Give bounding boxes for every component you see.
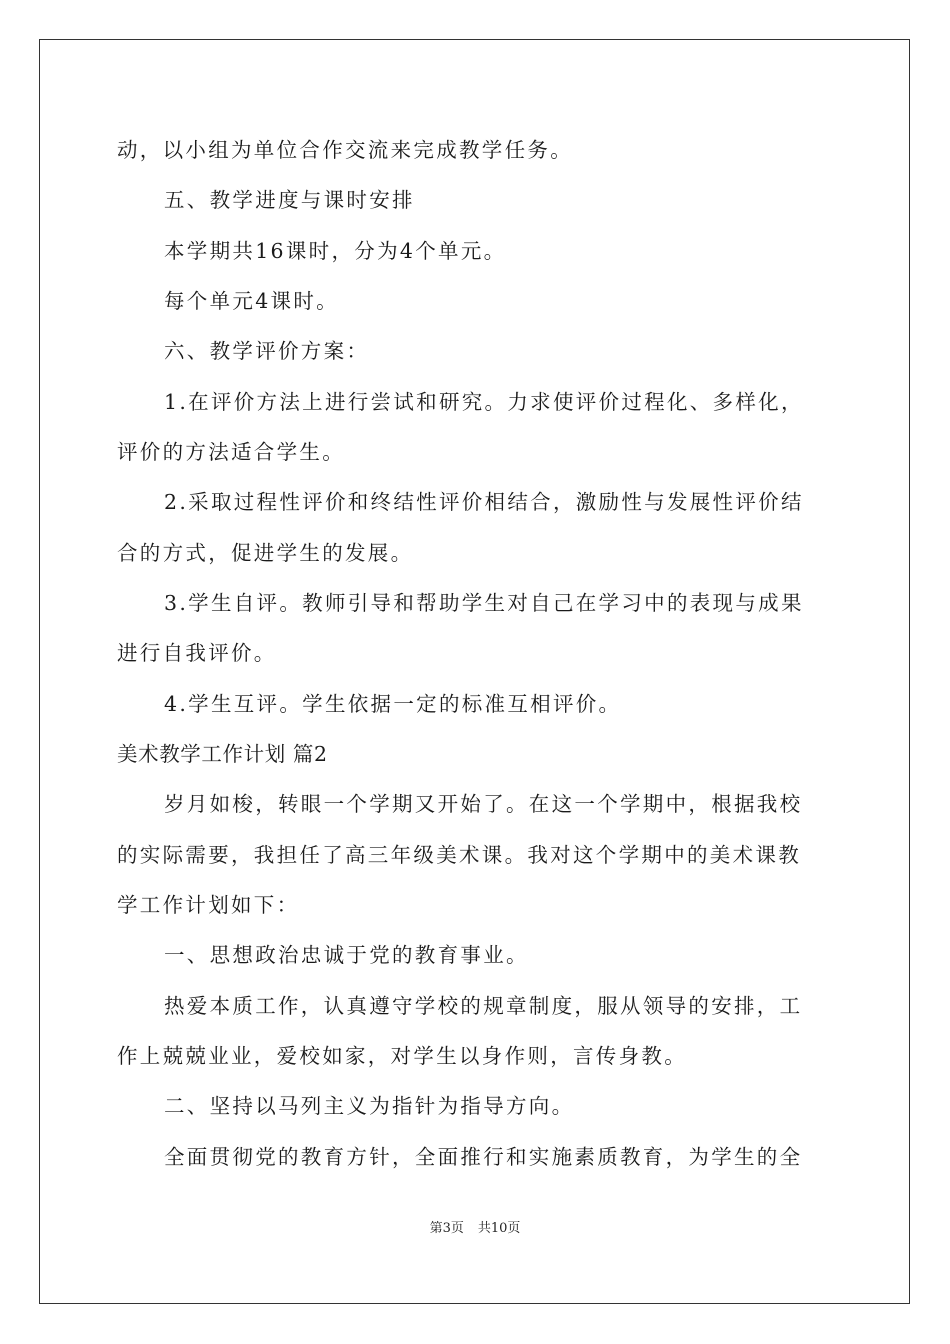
- page-number: 第3页: [429, 1221, 464, 1236]
- text-line: 全面贯彻党的教育方针，全面推行和实施素质教育，为学生的全: [164, 1145, 803, 1169]
- section-heading: 二、坚持以马列主义为指针为指导方向。: [164, 1094, 575, 1118]
- text-line: 热爱本质工作，认真遵守学校的规章制度，服从领导的安排，工: [164, 994, 803, 1018]
- text-line: 进行自我评价。: [117, 641, 277, 665]
- section-heading: 一、思想政治忠诚于党的教育事业。: [164, 943, 529, 967]
- text-line: 本学期共16课时，分为4个单元。: [164, 239, 507, 263]
- text-line: 每个单元4课时。: [164, 289, 339, 313]
- text-line: 学工作计划如下：: [117, 893, 300, 917]
- text-line: 作上兢兢业业，爱校如家，对学生以身作则，言传身教。: [117, 1044, 687, 1068]
- text-line: 评价的方法适合学生。: [117, 440, 345, 464]
- text-line: 3.学生自评。教师引导和帮助学生对自己在学习中的表现与成果: [164, 591, 804, 615]
- section-heading: 五、教学进度与课时安排: [164, 188, 415, 212]
- text-line: 2.采取过程性评价和终结性评价相结合，激励性与发展性评价结: [164, 490, 804, 514]
- text-line: 动，以小组为单位合作交流来完成教学任务。: [117, 138, 573, 162]
- text-line: 的实际需要，我担任了高三年级美术课。我对这个学期中的美术课教: [117, 843, 801, 867]
- text-line: 合的方式，促进学生的发展。: [117, 541, 414, 565]
- text-line: 4.学生互评。学生依据一定的标准互相评价。: [164, 692, 622, 716]
- document-title: 美术教学工作计划 篇2: [117, 742, 328, 766]
- section-heading: 六、教学评价方案：: [164, 339, 370, 363]
- page-total: 共10页: [477, 1221, 521, 1236]
- text-line: 岁月如梭，转眼一个学期又开始了。在这一个学期中，根据我校: [164, 792, 803, 816]
- page-footer: [0, 1220, 950, 1238]
- text-line: 1.在评价方法上进行尝试和研究。力求使评价过程化、多样化，: [164, 390, 804, 414]
